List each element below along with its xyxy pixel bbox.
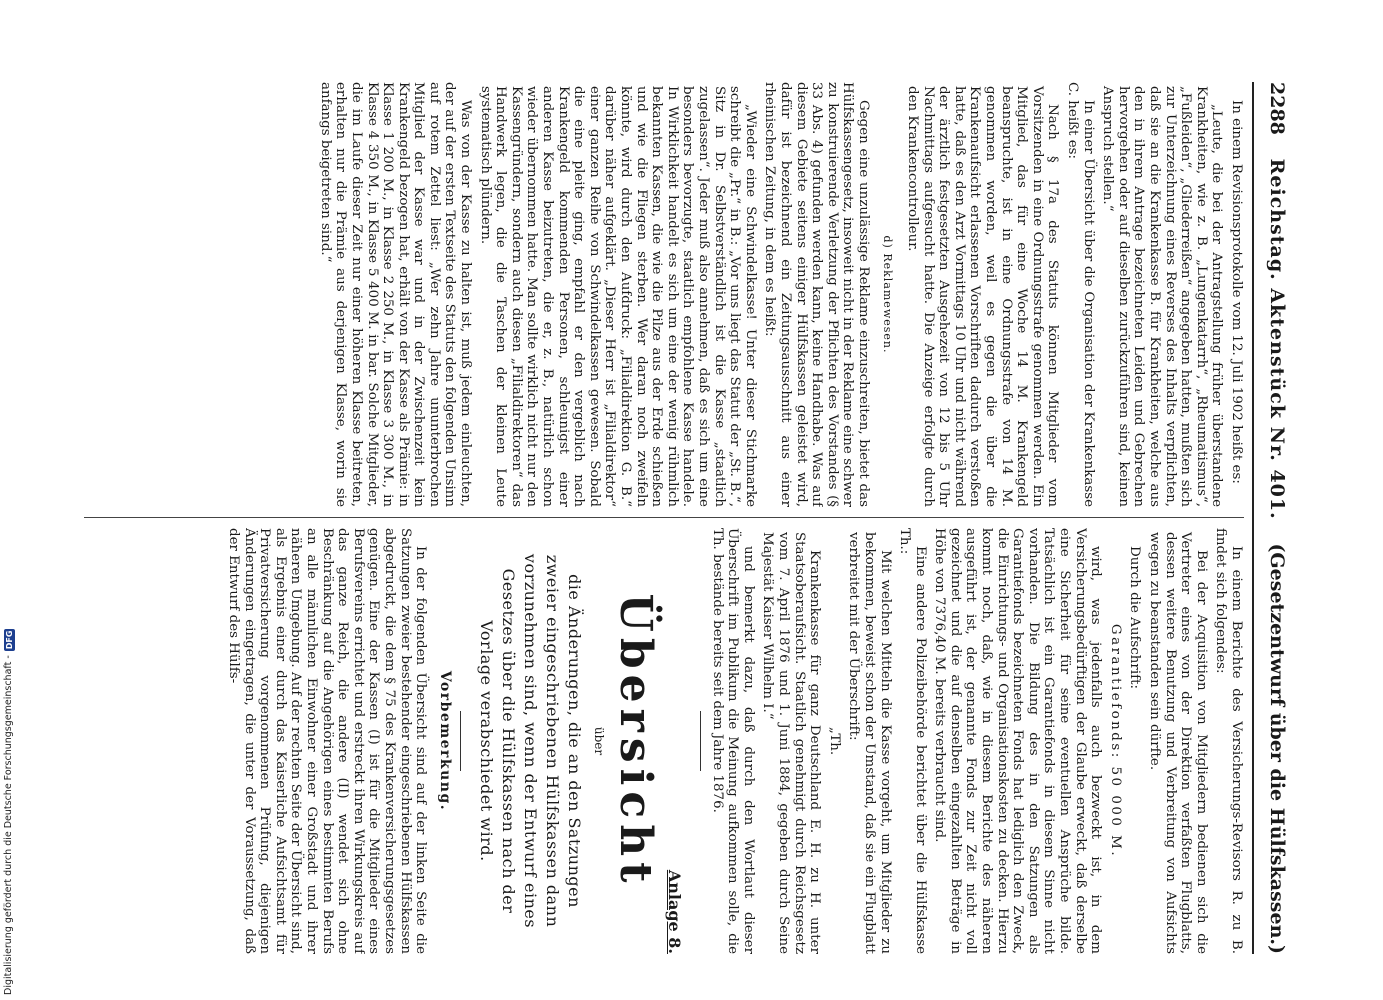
page-number: 2288 — [1266, 82, 1288, 135]
header-title: Reichstag. Aktenstück Nr. 401. — [1266, 158, 1288, 520]
quote: Krankenkasse für ganz Deutschland E. H. zu H. unter Staatsoberaufsicht. Staatlich genehmigt durch Reichsgesetz vom 7. April 1876 und 1. Juni 1884, gegeben durch Seine Majestät Kaiser Wilhelm I.“ — [760, 532, 823, 954]
paragraph: In einem Berichte des Versicherungs-Revisors R. zu B. findet sich folgendes: — [1213, 528, 1244, 954]
paragraph: In der folgenden Übersicht sind auf der linken Seite die Satzungen zweier bestehender eingeschriebenen Hülfskassen abgedruckt, die dem § 75 des Krankenversicherungsgesetzes genügen. Eine der Kassen (I) ist für die Mitglieder eines Berufsvereins errichtet und erstreckt ihren Wirkungskreis auf das ganze Reich, die andere (II) wendet sich ohne Beschränkung auf die Angehörigen eines bestimmten Berufs an alle männlichen Einwohner einer Großstadt und ihrer näheren Umgebung. Auf der rechten Seite der Übersicht sind, als Ergebnis einer durch das Kaiserliche Aufsichtsamt für Privatversicherung vorgenommenen Prüfung, diejenigen Änderungen eingetragen, die unter der Voraussetzung, daß der Entwurf des Hülfs- — [226, 528, 429, 954]
section-heading: d) Reklamewesen. — [880, 235, 894, 354]
divider-rule — [700, 711, 701, 771]
paragraph: wird, was jedenfalls auch bezweckt ist, in dem Versicherungsbedürftigen der Glaube erweckt, daß derselbe eine Sicherheit für seine eventuellen Ansprüche bilde. Tatsächlich ist ein Garantiefonds in diesem Sinne nicht vorhanden. Die Bildung des in den Satzungen als Garantiefonds bezeichneten Fonds hat lediglich den Zweck, die Einrichtungs- und Organisationskosten zu decken. Hierzu kommt noch, daß, wie in diesem Berichte des näheren ausgeführt ist, der genannte Fonds zur Zeit nicht voll gezeichnet und die auf denselben eingezahlten Beträge in Höhe von 7376,40 M. bereits verbraucht sind. — [932, 528, 1104, 954]
overview-description: die Änderungen, die an den Satzungen zweier eingeschriebenen Hülfskassen dann vorzunehmen sind, wenn der Entwurf eines Gesetzes über die Hülfskassen nach der Vorlage verabschiedet wird. — [476, 553, 584, 929]
paragraph: Eine andere Polizeibehörde berichtet über die Hülfskasse Th.: — [897, 528, 928, 954]
quote: „Leute, die bei der Antragstellung früher überstandene Krankheiten, wie z. B. „Lungenkatarrh“, „Rheumatismus“, „Fußleiden“, „Gliederreißen“ angegeben hatten, mußten sich zur Unterzeichnung eines Reverses des Inhalts verpflichten, daß sie an die Krankenkasse B. für Krankheiten, welche aus den in ihrem Antrage bezeichneten Leiden und Gebrechen hervorgehen oder auf dieselben zurückzuführen sind, keinen Anspruch stellen.“ — [1100, 86, 1225, 507]
th-line: „Th. — [826, 726, 842, 756]
paragraph: und bemerkt dazu, daß durch den Wortlaut dieser Überschrift im Publikum die Meinung aufkommen solle, die Th. bestände bereits seit dem Jahre 1876. — [709, 528, 756, 954]
paragraph: Durch die Aufschrift: — [1127, 546, 1143, 689]
paragraph: Was von der Kasse zu halten ist, muß jedem einleuchten, der auf der ersten Textseite des Statuts den folgenden Unsinn auf rotem Zettel liest: „Wer zehn Jahre ununterbrochen Mitglied der Kasse war und in der Zwischenzeit kein Krankengeld bezogen hat, erhält von der Kasse als Prämie: in Klasse 1 200 M., in Klasse 2 250 M., in Klasse 3 300 M., in Klasse 4 350 M., in Klasse 5 400 M. in bar. Solche Mitglieder, die im Laufe dieser Zeit nur einer höheren Klasse beitreten, erhalten nur die Prämie aus derjenigen Klasse, worin sie anfangs beigetreten sind.“ — [317, 82, 474, 507]
quote: Mit welchen Mitteln die Kasse vorgeht, um Mitglieder zu bekommen, beweist schon der Umstand, daß sie ein Flugblatt verbreitet mit der Überschrift: — [846, 532, 893, 954]
guarantee-line: Garantiefonds: 50 000 M. — [1107, 623, 1123, 859]
annex-label: Anlage 8. — [665, 869, 684, 954]
left-column — [74, 82, 1244, 507]
scanned-page — [60, 82, 1300, 954]
right-column — [74, 528, 1244, 954]
preliminary-remark-heading: Vorbemerkung. — [436, 670, 453, 812]
quote: „Wieder eine Schwindelkasse! Unter dieser Stichmarke schreibt die „Pr.“ in B.: „Vor uns liegt das Statut der „St. B.“, Sitz in Dr. Selbstverständlich ist die Kasse „staatlich zugelassen“. Jeder muß also annehmen, daß es sich um eine besonders bevorzugte, staatlich empfohlene Kasse handele. In Wirklichkeit handelt es sich um eine der wenig rühmlich bekannten Kassen, die wie die Pilze aus der Erde schießen und wie die Fliegen sterben. Wer daran noch zweifeln könnte, wird durch den Aufdruck: „Filialdirektion G. B.“ darüber näher aufgeklärt. „Dieser Herr ist „Filialdirektor“ einer ganzen Reihe von Schwindelkassen gewesen. Sobald die eine pleite ging, empfahl er den vergeblich nach Krankengeld kommenden Personen, schleunigst einer anderen Kasse beizutreten, die er, z. B., natürlich schon wieder übernommen hatte. Man sollte wirklich nicht nur den Kassengründern, sondern auch diesen „Filialdirektoren“ das Handwerk legen, die die Taschen der kleinen Leute systematisch plündern. — [477, 86, 758, 507]
quote: Nach § 17a des Statuts können Mitglieder vom Vorsitzenden in eine Ordnungsstrafe genommen werden. Ein Mitglied, das für eine Woche 14 M. Krankengeld beanspruchte, ist in eine Ordnungsstrafe von 14 M. genommen worden, weil es gegen die über die Krankenaufsicht erlassenen Vorschriften dadurch verstoßen hatte, daß es den Arzt Vormittags 10 Uhr und nicht während der ärztlich festgesetzten Ausgehezeit von 12 bis 5 Uhr Nachmittags aufgesucht hatte. Die Anzeige erfolgte durch den Krankencontrolleur. — [905, 86, 1061, 507]
column-divider — [84, 517, 1244, 518]
paragraph: In einem Revisionsprotokolle vom 12. Juli 1902 heißt es: — [1229, 100, 1244, 484]
paragraph: Gegen eine unzulässige Reklame einzuschreiten, bietet das Hülfskassengesetz, insoweit nicht in der Reklame eine schwer zu konstruierende Verletzung der Pflichten des Vorstandes (§ 33 Abs. 4) gefunden werden kann, keine Handhabe. Was auf diesem Gebiete seitens einiger Hülfskassen geleistet wird, dafür ist bezeichnend ein Zeitungsausschnitt aus einer rheinischen Zeitung, in dem es heißt: — [762, 82, 871, 507]
overview-subtitle: über — [592, 726, 607, 756]
page-header — [1252, 82, 1300, 954]
divider-rule — [460, 711, 461, 771]
paragraph: In einer Übersicht über die Organisation der Krankenkasse C. heißt es: — [1065, 82, 1096, 507]
digitization-notice — [2, 600, 16, 995]
overview-title: Übersicht — [610, 593, 662, 889]
quote: Bei der Acquisition von Mitgliedern bedienen sich die Vertreter eines von der Direktion verfaßten Flugblatts, dessen weitere Benutzung und Verbreitung von Aufsichts wegen zu beanstanden sein dürfte. — [1147, 532, 1209, 954]
dfg-logo: DFG — [4, 630, 14, 650]
digitization-notice-text: Digitalisierung gefördert durch die Deutsche Forschungsgemeinschaft - — [3, 655, 14, 995]
header-subject: (Gesetzentwurf über die Hülfskassen.) — [1266, 543, 1288, 954]
